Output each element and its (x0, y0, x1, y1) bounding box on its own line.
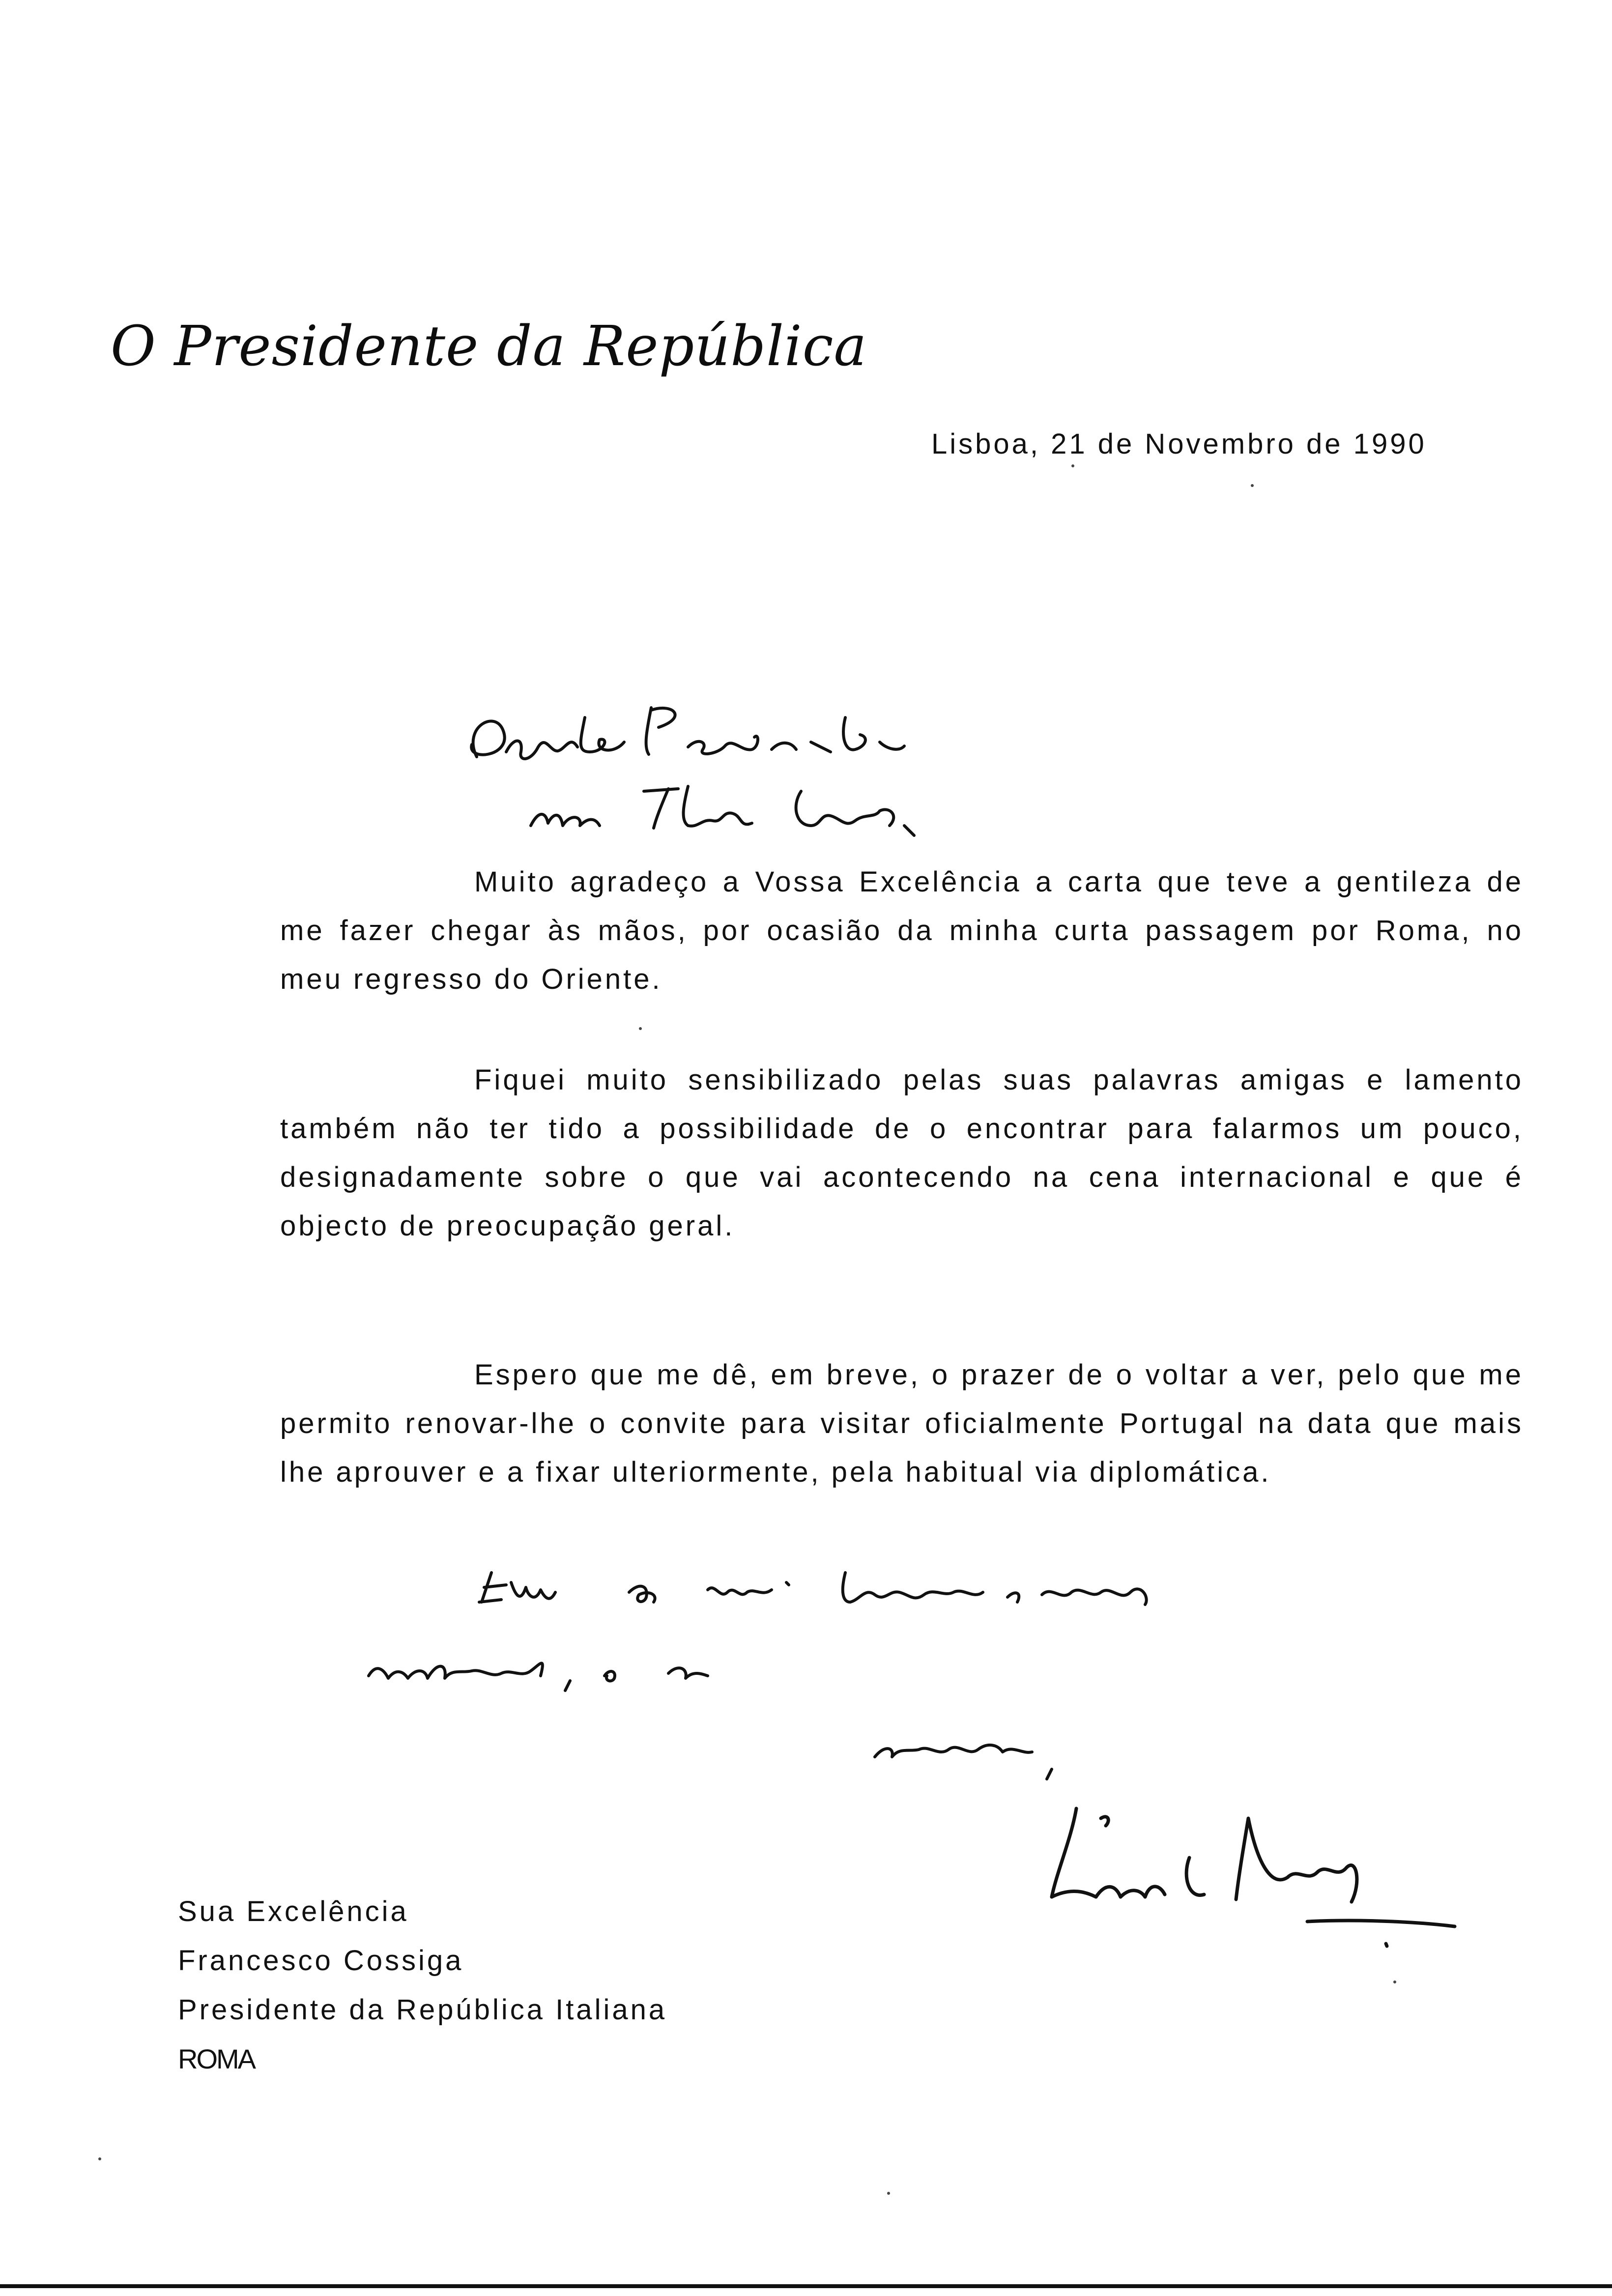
addressee-line-4: ROMA (178, 2043, 255, 2074)
body-paragraph-3-text: Espero que me dê, em breve, o prazer de o voltar a ver, pelo que me permito renovar-lhe o convite para visitar oficialmente Portugal na data que mais lhe aprouver e a fixar ulteriormente, pela habitual via diplomática. (280, 1359, 1524, 1488)
body-paragraph-2 (280, 1056, 1524, 1250)
handwritten-salutation (457, 688, 1243, 850)
letterhead: O Presidente da República (111, 315, 867, 378)
letter-date: Lisboa, 21 de Novembro de 1990 (931, 428, 1427, 460)
handwritten-closing (354, 1563, 1386, 1789)
body-paragraph-1 (280, 858, 1524, 1004)
addressee-line-3: Presidente da República Italiana (178, 1994, 667, 2026)
body-paragraph-1-text: Muito agradeço a Vossa Excelência a carta que teve a gentileza de me fazer chegar às mãos, por ocasião da minha curta passagem por Roma, no meu regresso do Oriente. (280, 866, 1524, 995)
body-paragraph-2-text: Fiquei muito sensibilizado pelas suas palavras amigas e lamento também não ter tido a possibilidade de o encontrar para falarmos um pouco, designadamente sobre o que vai acontecendo na cena internacional e que é objecto de preocupação geral. (280, 1064, 1524, 1242)
signature (1042, 1799, 1465, 1976)
body-paragraph-3 (280, 1350, 1524, 1496)
addressee-line-1: Sua Excelência (178, 1895, 409, 1927)
addressee-line-2: Francesco Cossiga (178, 1945, 464, 1977)
bottom-edge-line (0, 2284, 1612, 2288)
